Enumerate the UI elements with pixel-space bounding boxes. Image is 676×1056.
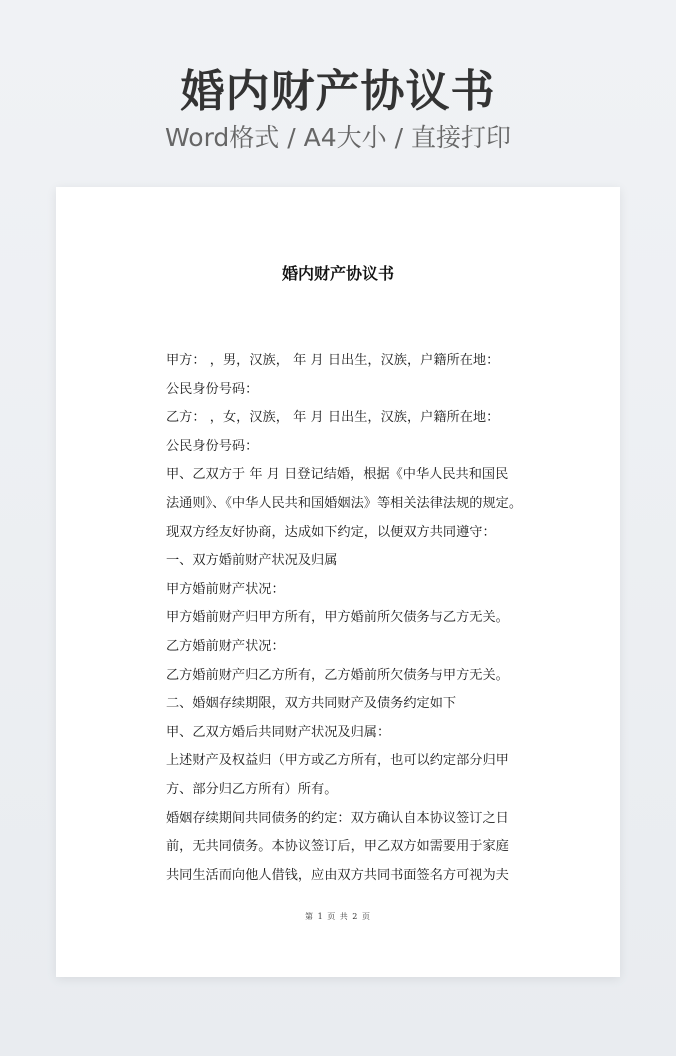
document-line: 公民身份号码：: [166, 381, 259, 397]
document-body: [166, 347, 532, 890]
document-line: 甲、乙双方婚后共同财产状况及归属：: [166, 724, 391, 740]
document-line: 乙方： ，女，汉族， 年 月 日出生，汉族，户籍所在地：: [166, 410, 500, 426]
document-line: 甲方： ，男，汉族， 年 月 日出生，汉族，户籍所在地：: [166, 353, 500, 368]
document-line: 甲、乙双方于 年 月 日登记结婚，根据《中华人民共和国民: [166, 467, 509, 483]
document-page: [56, 187, 620, 977]
document-line: 共同生活而向他人借钱，应由双方共同书面签名方可视为夫: [166, 867, 509, 883]
document-line: 一、双方婚前财产状况及归属: [166, 553, 338, 569]
document-title: 婚内财产协议书: [281, 264, 394, 283]
document-line: 乙方婚前财产状况：: [166, 638, 285, 654]
document-line: 上述财产及权益归（甲方或乙方所有，也可以约定部分归甲: [166, 753, 509, 769]
document-line: 甲方婚前财产归甲方所有，甲方婚前所欠债务与乙方无关。: [166, 610, 509, 626]
document-line: 公民身份号码：: [166, 438, 259, 454]
document-line: 甲方婚前财产状况：: [166, 581, 285, 597]
document-line: 法通则》、《中华人民共和国婚姻法》等相关法律法规的规定。: [166, 495, 523, 511]
document-line: 婚姻存续期间共同债务的约定：双方确认自本协议签订之日: [166, 810, 509, 826]
document-line: 现双方经友好协商，达成如下约定，以便双方共同遵守：: [166, 524, 496, 540]
document-line: 前，无共同债务。本协议签订后，甲乙双方如需要用于家庭: [166, 839, 509, 855]
document-line: 乙方婚前财产归乙方所有，乙方婚前所欠债务与甲方无关。: [166, 667, 509, 683]
page-number: 第 1 页 共 2 页: [305, 912, 371, 921]
document-line: 方、部分归乙方所有）所有。: [166, 781, 338, 797]
document-line: 二、婚姻存续期限，双方共同财产及债务约定如下: [166, 696, 457, 712]
header-title: 婚内财产协议书: [180, 66, 496, 117]
header-subtitle: Word格式 / A4大小 / 直接打印: [165, 123, 511, 152]
